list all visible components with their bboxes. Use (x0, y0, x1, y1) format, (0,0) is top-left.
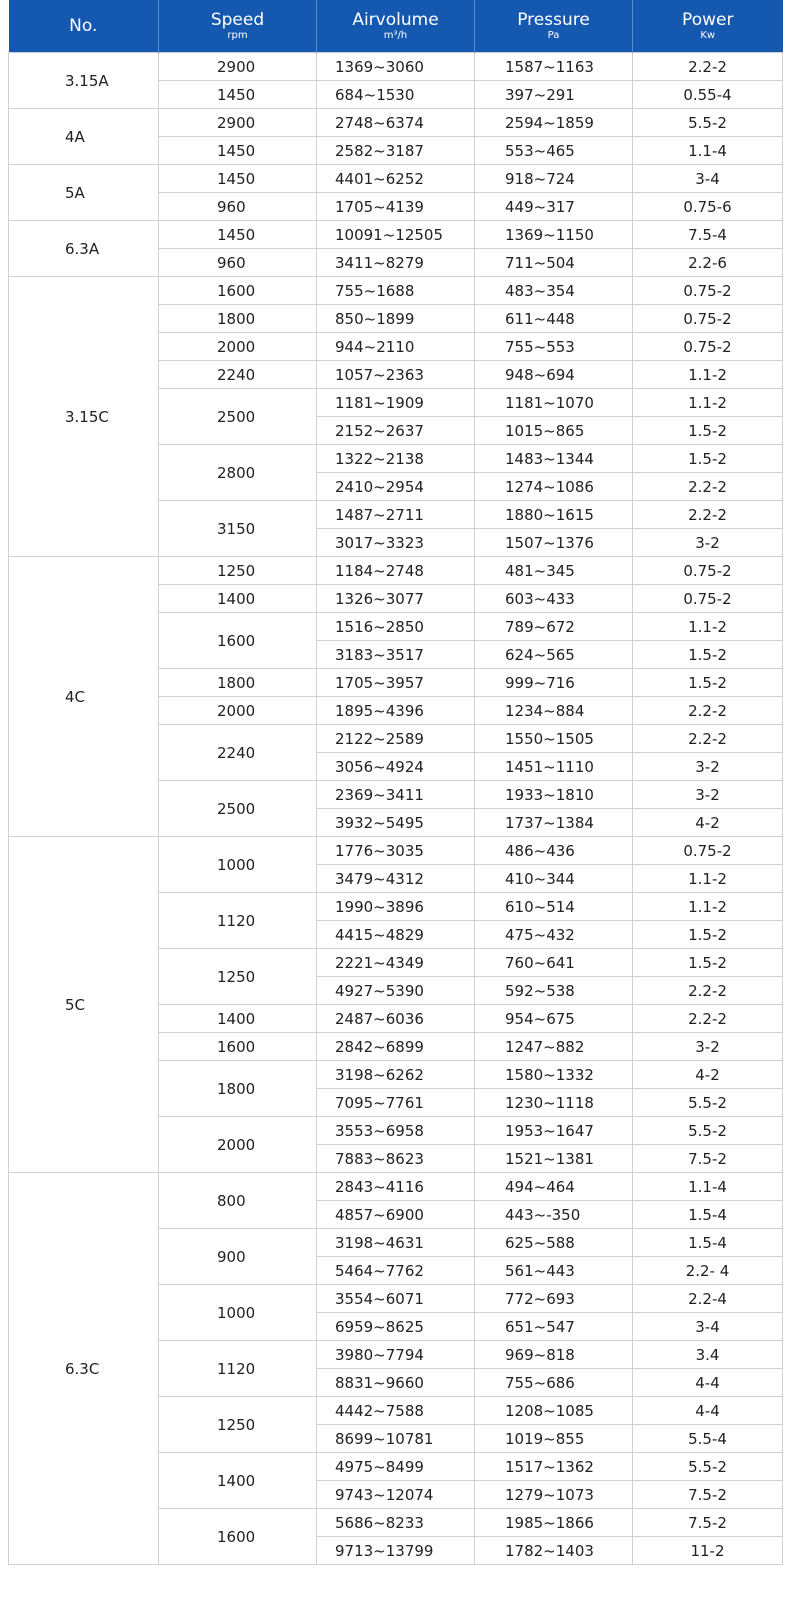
pressure-cell: 592~538 (475, 977, 633, 1005)
pressure-cell: 1521~1381 (475, 1145, 633, 1173)
speed-cell: 2000 (159, 333, 317, 361)
header-pressure-label: Pressure (517, 9, 590, 30)
airvolume-cell: 1326~3077 (317, 585, 475, 613)
airvolume-cell: 2487~6036 (317, 1005, 475, 1033)
pressure-cell: 1279~1073 (475, 1481, 633, 1509)
pressure-cell: 1737~1384 (475, 809, 633, 837)
airvolume-cell: 3017~3323 (317, 529, 475, 557)
speed-cell: 1250 (159, 1397, 317, 1453)
speed-cell: 2800 (159, 445, 317, 501)
pressure-cell: 789~672 (475, 613, 633, 641)
pressure-cell: 918~724 (475, 165, 633, 193)
table-row (9, 165, 783, 193)
power-cell: 0.75-2 (633, 277, 783, 305)
pressure-cell: 483~354 (475, 277, 633, 305)
table-row (9, 837, 783, 865)
speed-cell: 960 (159, 249, 317, 277)
airvolume-cell: 684~1530 (317, 81, 475, 109)
model-number-cell: 5C (9, 837, 159, 1173)
speed-cell: 1250 (159, 949, 317, 1005)
power-cell: 1.5-2 (633, 445, 783, 473)
speed-cell: 800 (159, 1173, 317, 1229)
power-cell: 1.5-2 (633, 641, 783, 669)
power-cell: 2.2-2 (633, 725, 783, 753)
airvolume-cell: 10091~12505 (317, 221, 475, 249)
power-cell: 4-4 (633, 1369, 783, 1397)
speed-cell: 2900 (159, 109, 317, 137)
pressure-cell: 486~436 (475, 837, 633, 865)
power-cell: 1.5-2 (633, 417, 783, 445)
power-cell: 2.2-6 (633, 249, 783, 277)
header-pressure (475, 0, 633, 53)
speed-cell: 1450 (159, 81, 317, 109)
airvolume-cell: 1322~2138 (317, 445, 475, 473)
speed-cell: 2000 (159, 697, 317, 725)
power-cell: 4-4 (633, 1397, 783, 1425)
header-speed-label: Speed (210, 9, 265, 30)
airvolume-cell: 2748~6374 (317, 109, 475, 137)
model-number-cell: 4A (9, 109, 159, 165)
airvolume-cell: 9713~13799 (317, 1537, 475, 1565)
power-cell: 1.1-2 (633, 893, 783, 921)
pressure-cell: 1015~865 (475, 417, 633, 445)
airvolume-cell: 3198~4631 (317, 1229, 475, 1257)
airvolume-cell: 5464~7762 (317, 1257, 475, 1285)
airvolume-cell: 3183~3517 (317, 641, 475, 669)
pressure-cell: 1953~1647 (475, 1117, 633, 1145)
airvolume-cell: 1487~2711 (317, 501, 475, 529)
header-pressure-unit: Pa (547, 29, 560, 41)
power-cell: 0.75-2 (633, 837, 783, 865)
model-number-cell: 6.3C (9, 1173, 159, 1565)
pressure-cell: 397~291 (475, 81, 633, 109)
airvolume-cell: 7095~7761 (317, 1089, 475, 1117)
header-airvolume (317, 0, 475, 53)
header-speed (159, 0, 317, 53)
airvolume-cell: 3980~7794 (317, 1341, 475, 1369)
power-cell: 1.5-2 (633, 921, 783, 949)
airvolume-cell: 4927~5390 (317, 977, 475, 1005)
pressure-cell: 954~675 (475, 1005, 633, 1033)
airvolume-cell: 5686~8233 (317, 1509, 475, 1537)
airvolume-cell: 3411~8279 (317, 249, 475, 277)
airvolume-cell: 4857~6900 (317, 1201, 475, 1229)
speed-cell: 1450 (159, 137, 317, 165)
airvolume-cell: 2221~4349 (317, 949, 475, 977)
pressure-cell: 494~464 (475, 1173, 633, 1201)
speed-cell: 1000 (159, 837, 317, 893)
model-number-cell: 3.15A (9, 53, 159, 109)
pressure-cell: 1234~884 (475, 697, 633, 725)
airvolume-cell: 6959~8625 (317, 1313, 475, 1341)
speed-cell: 1400 (159, 1005, 317, 1033)
power-cell: 3-4 (633, 165, 783, 193)
airvolume-cell: 4401~6252 (317, 165, 475, 193)
airvolume-cell: 850~1899 (317, 305, 475, 333)
airvolume-cell: 7883~8623 (317, 1145, 475, 1173)
pressure-cell: 410~344 (475, 865, 633, 893)
speed-cell: 2500 (159, 781, 317, 837)
airvolume-cell: 4415~4829 (317, 921, 475, 949)
power-cell: 1.5-2 (633, 949, 783, 977)
header-power (633, 0, 783, 53)
power-cell: 5.5-2 (633, 109, 783, 137)
airvolume-cell: 2582~3187 (317, 137, 475, 165)
pressure-cell: 1230~1118 (475, 1089, 633, 1117)
power-cell: 0.75-2 (633, 333, 783, 361)
power-cell: 2.2-2 (633, 1005, 783, 1033)
pressure-cell: 443~-350 (475, 1201, 633, 1229)
power-cell: 2.2-2 (633, 977, 783, 1005)
pressure-cell: 1985~1866 (475, 1509, 633, 1537)
power-cell: 0.75-2 (633, 585, 783, 613)
airvolume-cell: 1895~4396 (317, 697, 475, 725)
power-cell: 3-2 (633, 529, 783, 557)
table-row (9, 1173, 783, 1201)
power-cell: 4-2 (633, 1061, 783, 1089)
pressure-cell: 1507~1376 (475, 529, 633, 557)
power-cell: 5.5-2 (633, 1453, 783, 1481)
power-cell: 5.5-4 (633, 1425, 783, 1453)
airvolume-cell: 9743~12074 (317, 1481, 475, 1509)
airvolume-cell: 3932~5495 (317, 809, 475, 837)
airvolume-cell: 3553~6958 (317, 1117, 475, 1145)
airvolume-cell: 3198~6262 (317, 1061, 475, 1089)
power-cell: 7.5-2 (633, 1481, 783, 1509)
speed-cell: 1800 (159, 669, 317, 697)
speed-cell: 1600 (159, 277, 317, 305)
airvolume-cell: 2152~2637 (317, 417, 475, 445)
power-cell: 0.75-2 (633, 305, 783, 333)
speed-cell: 1450 (159, 221, 317, 249)
power-cell: 7.5-2 (633, 1509, 783, 1537)
speed-cell: 900 (159, 1229, 317, 1285)
pressure-cell: 760~641 (475, 949, 633, 977)
power-cell: 5.5-2 (633, 1089, 783, 1117)
pressure-cell: 553~465 (475, 137, 633, 165)
pressure-cell: 561~443 (475, 1257, 633, 1285)
speed-cell: 1250 (159, 557, 317, 585)
power-cell: 1.5-2 (633, 669, 783, 697)
airvolume-cell: 1705~3957 (317, 669, 475, 697)
airvolume-cell: 2843~4116 (317, 1173, 475, 1201)
airvolume-cell: 4975~8499 (317, 1453, 475, 1481)
power-cell: 3.4 (633, 1341, 783, 1369)
power-cell: 2.2-2 (633, 697, 783, 725)
table-body (9, 53, 783, 1565)
table-header (9, 0, 783, 53)
power-cell: 3-2 (633, 1033, 783, 1061)
airvolume-cell: 3479~4312 (317, 865, 475, 893)
pressure-cell: 948~694 (475, 361, 633, 389)
power-cell: 7.5-4 (633, 221, 783, 249)
power-cell: 0.75-6 (633, 193, 783, 221)
header-airvolume-unit: m³/h (383, 29, 408, 41)
pressure-cell: 1451~1110 (475, 753, 633, 781)
power-cell: 1.1-4 (633, 1173, 783, 1201)
speed-cell: 2240 (159, 361, 317, 389)
airvolume-cell: 8699~10781 (317, 1425, 475, 1453)
header-row (9, 0, 783, 53)
airvolume-cell: 2369~3411 (317, 781, 475, 809)
pressure-cell: 755~553 (475, 333, 633, 361)
airvolume-cell: 8831~9660 (317, 1369, 475, 1397)
airvolume-cell: 3056~4924 (317, 753, 475, 781)
pressure-cell: 1208~1085 (475, 1397, 633, 1425)
speed-cell: 3150 (159, 501, 317, 557)
header-power-label: Power (682, 9, 734, 30)
power-cell: 0.55-4 (633, 81, 783, 109)
pressure-cell: 1019~855 (475, 1425, 633, 1453)
airvolume-cell: 1057~2363 (317, 361, 475, 389)
power-cell: 7.5-2 (633, 1145, 783, 1173)
pressure-cell: 1880~1615 (475, 501, 633, 529)
speed-cell: 1800 (159, 1061, 317, 1117)
speed-cell: 1600 (159, 1033, 317, 1061)
pressure-cell: 1580~1332 (475, 1061, 633, 1089)
pressure-cell: 1933~1810 (475, 781, 633, 809)
pressure-cell: 625~588 (475, 1229, 633, 1257)
pressure-cell: 481~345 (475, 557, 633, 585)
power-cell: 1.1-4 (633, 137, 783, 165)
power-cell: 1.5-4 (633, 1229, 783, 1257)
airvolume-cell: 944~2110 (317, 333, 475, 361)
airvolume-cell: 1184~2748 (317, 557, 475, 585)
table-row (9, 557, 783, 585)
power-cell: 4-2 (633, 809, 783, 837)
airvolume-cell: 2122~2589 (317, 725, 475, 753)
pressure-cell: 1782~1403 (475, 1537, 633, 1565)
power-cell: 1.5-4 (633, 1201, 783, 1229)
power-cell: 1.1-2 (633, 361, 783, 389)
speed-cell: 1400 (159, 585, 317, 613)
speed-cell: 2900 (159, 53, 317, 81)
pressure-cell: 603~433 (475, 585, 633, 613)
power-cell: 2.2-2 (633, 501, 783, 529)
table-row (9, 277, 783, 305)
pressure-cell: 1181~1070 (475, 389, 633, 417)
airvolume-cell: 3554~6071 (317, 1285, 475, 1313)
airvolume-cell: 1990~3896 (317, 893, 475, 921)
speed-cell: 1120 (159, 1341, 317, 1397)
power-cell: 3-2 (633, 753, 783, 781)
airvolume-cell: 4442~7588 (317, 1397, 475, 1425)
power-cell: 3-4 (633, 1313, 783, 1341)
airvolume-cell: 2410~2954 (317, 473, 475, 501)
header-no (9, 0, 159, 53)
airvolume-cell: 1705~4139 (317, 193, 475, 221)
airvolume-cell: 1516~2850 (317, 613, 475, 641)
pressure-cell: 624~565 (475, 641, 633, 669)
airvolume-cell: 1776~3035 (317, 837, 475, 865)
pressure-cell: 1274~1086 (475, 473, 633, 501)
table-row (9, 109, 783, 137)
pressure-cell: 1247~882 (475, 1033, 633, 1061)
pressure-cell: 772~693 (475, 1285, 633, 1313)
speed-cell: 1800 (159, 305, 317, 333)
speed-cell: 1450 (159, 165, 317, 193)
pressure-cell: 651~547 (475, 1313, 633, 1341)
speed-cell: 1600 (159, 1509, 317, 1565)
power-cell: 0.75-2 (633, 557, 783, 585)
table-row (9, 221, 783, 249)
airvolume-cell: 755~1688 (317, 277, 475, 305)
pressure-cell: 449~317 (475, 193, 633, 221)
power-cell: 5.5-2 (633, 1117, 783, 1145)
header-no-label: No. (69, 15, 98, 36)
model-number-cell: 5A (9, 165, 159, 221)
header-airvolume-label: Airvolume (352, 9, 439, 30)
speed-cell: 2240 (159, 725, 317, 781)
pressure-cell: 999~716 (475, 669, 633, 697)
power-cell: 2.2-4 (633, 1285, 783, 1313)
speed-cell: 1400 (159, 1453, 317, 1509)
speed-cell: 1600 (159, 613, 317, 669)
model-number-cell: 4C (9, 557, 159, 837)
airvolume-cell: 2842~6899 (317, 1033, 475, 1061)
model-number-cell: 3.15C (9, 277, 159, 557)
header-speed-unit: rpm (227, 29, 248, 41)
header-power-unit: Kw (700, 29, 716, 41)
airvolume-cell: 1181~1909 (317, 389, 475, 417)
power-cell: 1.1-2 (633, 389, 783, 417)
pressure-cell: 755~686 (475, 1369, 633, 1397)
speed-cell: 1000 (159, 1285, 317, 1341)
pressure-cell: 969~818 (475, 1341, 633, 1369)
power-cell: 1.1-2 (633, 865, 783, 893)
speed-cell: 960 (159, 193, 317, 221)
power-cell: 2.2-2 (633, 53, 783, 81)
pressure-cell: 711~504 (475, 249, 633, 277)
model-number-cell: 6.3A (9, 221, 159, 277)
pressure-cell: 610~514 (475, 893, 633, 921)
pressure-cell: 1369~1150 (475, 221, 633, 249)
power-cell: 2.2-2 (633, 473, 783, 501)
pressure-cell: 1550~1505 (475, 725, 633, 753)
power-cell: 1.1-2 (633, 613, 783, 641)
pressure-cell: 2594~1859 (475, 109, 633, 137)
power-cell: 2.2- 4 (633, 1257, 783, 1285)
speed-cell: 2500 (159, 389, 317, 445)
power-cell: 11-2 (633, 1537, 783, 1565)
pressure-cell: 611~448 (475, 305, 633, 333)
airvolume-cell: 1369~3060 (317, 53, 475, 81)
pressure-cell: 1483~1344 (475, 445, 633, 473)
pressure-cell: 1517~1362 (475, 1453, 633, 1481)
speed-cell: 2000 (159, 1117, 317, 1173)
power-cell: 3-2 (633, 781, 783, 809)
fan-spec-table (8, 0, 783, 1565)
speed-cell: 1120 (159, 893, 317, 949)
pressure-cell: 475~432 (475, 921, 633, 949)
pressure-cell: 1587~1163 (475, 53, 633, 81)
table-row (9, 53, 783, 81)
